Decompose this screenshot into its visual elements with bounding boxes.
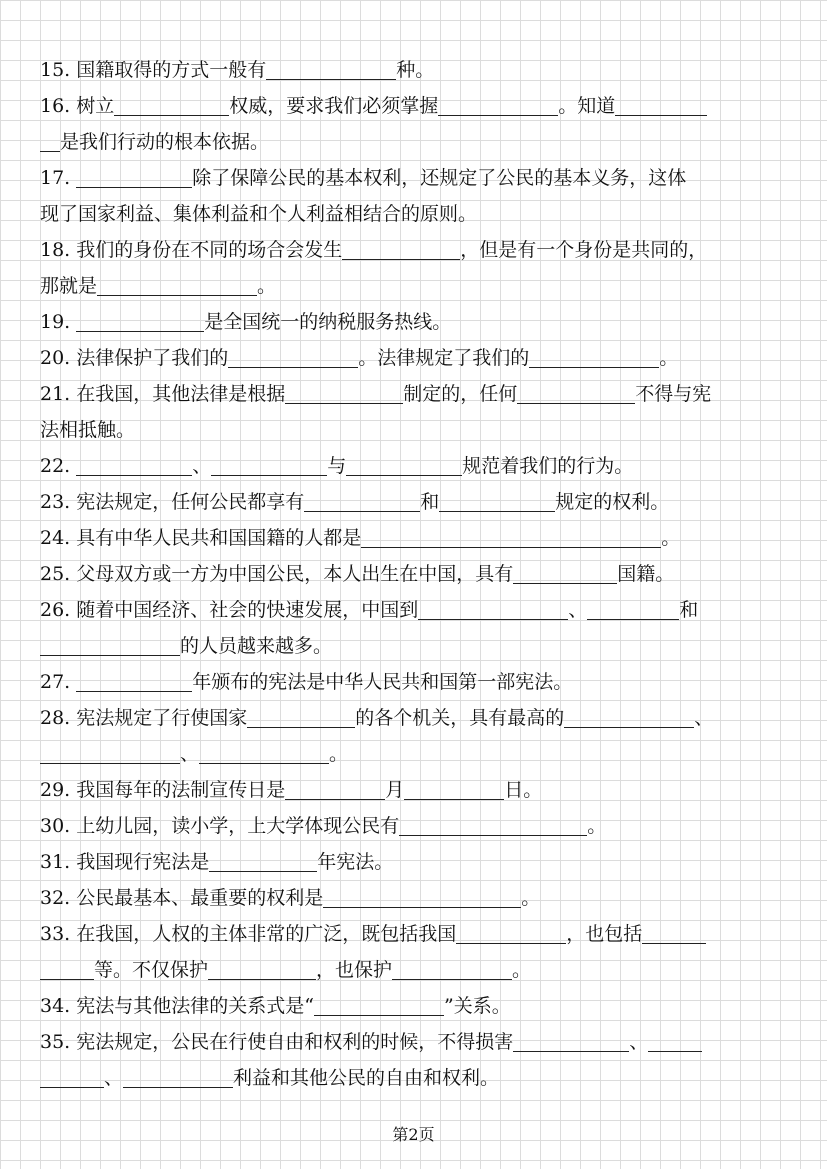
question-16: 16. 树立 权威，要求我们必须掌握 。知道	[40, 94, 790, 122]
answer-blank[interactable]	[199, 744, 329, 764]
question-19: 19. 是全国统一的纳税服务热线。	[40, 311, 452, 333]
page-number: 第2页	[392, 1125, 435, 1144]
question-25: 25. 父母双方或一方为中国公民，本人出生在中国，具有 国籍。	[40, 563, 675, 585]
answer-blank[interactable]	[40, 744, 180, 764]
question-30: 30. 上幼儿园，读小学，上大学体现公民有 。	[40, 815, 607, 837]
answer-blank[interactable]	[418, 600, 568, 620]
answer-blank[interactable]	[648, 1032, 702, 1052]
answer-blank[interactable]	[40, 960, 94, 980]
question-33: 33. 在我国，人权的主体非常的广泛，既包括我国 ，也包括	[40, 922, 790, 950]
answer-blank[interactable]	[615, 96, 707, 116]
question-21-cont: 法相抵触。	[40, 419, 136, 441]
question-26-cont: 的人员越来越多。	[40, 634, 790, 662]
answer-blank[interactable]	[342, 240, 460, 260]
question-28-cont: 、 。	[40, 742, 790, 770]
answer-blank[interactable]	[456, 924, 566, 944]
question-17: 17. 除了保障公民的基本权利，还规定了公民的基本义务，这体	[40, 167, 687, 189]
answer-blank[interactable]	[346, 456, 462, 476]
question-26: 26. 随着中国经济、社会的快速发展，中国到 、 和	[40, 599, 699, 621]
answer-blank[interactable]	[314, 996, 444, 1016]
answer-blank[interactable]	[513, 1032, 629, 1052]
answer-blank[interactable]	[40, 1068, 104, 1088]
answer-blank[interactable]	[211, 456, 327, 476]
question-20: 20. 法律保护了我们的 。法律规定了我们的 。	[40, 347, 679, 369]
question-15: 15. 国籍取得的方式一般有 种。	[40, 59, 435, 81]
answer-blank[interactable]	[266, 60, 396, 80]
answer-blank[interactable]	[361, 528, 661, 548]
question-31: 31. 我国现行宪法是 年宪法。	[40, 851, 394, 873]
question-35-cont: 、 利益和其他公民的自由和权利。	[40, 1066, 790, 1094]
answer-blank[interactable]	[208, 960, 316, 980]
question-24: 24. 具有中华人民共和国国籍的人都是 。	[40, 527, 681, 549]
question-16-cont: 是我们行动的根本依据。	[40, 130, 790, 158]
answer-blank[interactable]	[439, 492, 555, 512]
question-32: 32. 公民最基本、最重要的权利是 。	[40, 887, 541, 909]
answer-blank[interactable]	[228, 348, 358, 368]
answer-blank[interactable]	[513, 564, 617, 584]
answer-blank[interactable]	[285, 780, 385, 800]
answer-blank[interactable]	[323, 888, 521, 908]
answer-blank[interactable]	[529, 348, 659, 368]
answer-blank[interactable]	[564, 708, 694, 728]
question-18: 18. 我们的身份在不同的场合会发生 ，但是有一个身份是共同的，	[40, 239, 708, 261]
question-23: 23. 宪法规定，任何公民都享有 和 规定的权利。	[40, 491, 670, 513]
answer-blank[interactable]	[76, 456, 192, 476]
question-17-cont: 现了国家利益、集体利益和个人利益相结合的原则。	[40, 203, 478, 225]
answer-blank[interactable]	[587, 600, 679, 620]
answer-blank[interactable]	[114, 96, 229, 116]
answer-blank[interactable]	[209, 852, 317, 872]
answer-blank[interactable]	[304, 492, 420, 512]
question-29: 29. 我国每年的法制宣传日是 月 日。	[40, 779, 543, 801]
question-35: 35. 宪法规定，公民在行使自由和权利的时候，不得损害 、	[40, 1030, 790, 1058]
question-21: 21. 在我国，其他法律是根据 制定的，任何 不得与宪	[40, 383, 712, 405]
answer-blank[interactable]	[392, 960, 512, 980]
question-22: 22. 、 与 规范着我们的行为。	[40, 455, 634, 477]
answer-blank[interactable]	[517, 384, 635, 404]
answer-blank[interactable]	[40, 636, 180, 656]
question-28: 28. 宪法规定了行使国家 的各个机关，具有最高的 、	[40, 707, 714, 729]
answer-blank[interactable]	[438, 96, 558, 116]
answer-blank[interactable]	[399, 816, 587, 836]
answer-blank[interactable]	[404, 780, 504, 800]
question-34: 34. 宪法与其他法律的关系式是“ ”关系。	[40, 995, 511, 1017]
answer-blank[interactable]	[97, 276, 257, 296]
answer-blank[interactable]	[40, 132, 60, 152]
answer-blank[interactable]	[285, 384, 403, 404]
answer-blank[interactable]	[76, 672, 192, 692]
question-33-cont: 等。不仅保护 ，也保护 。	[40, 958, 790, 986]
answer-blank[interactable]	[123, 1068, 233, 1088]
answer-blank[interactable]	[642, 924, 706, 944]
question-18-cont: 那就是 。	[40, 275, 277, 297]
question-27: 27. 年颁布的宪法是中华人民共和国第一部宪法。	[40, 671, 573, 693]
answer-blank[interactable]	[76, 168, 192, 188]
answer-blank[interactable]	[247, 708, 355, 728]
answer-blank[interactable]	[76, 312, 204, 332]
